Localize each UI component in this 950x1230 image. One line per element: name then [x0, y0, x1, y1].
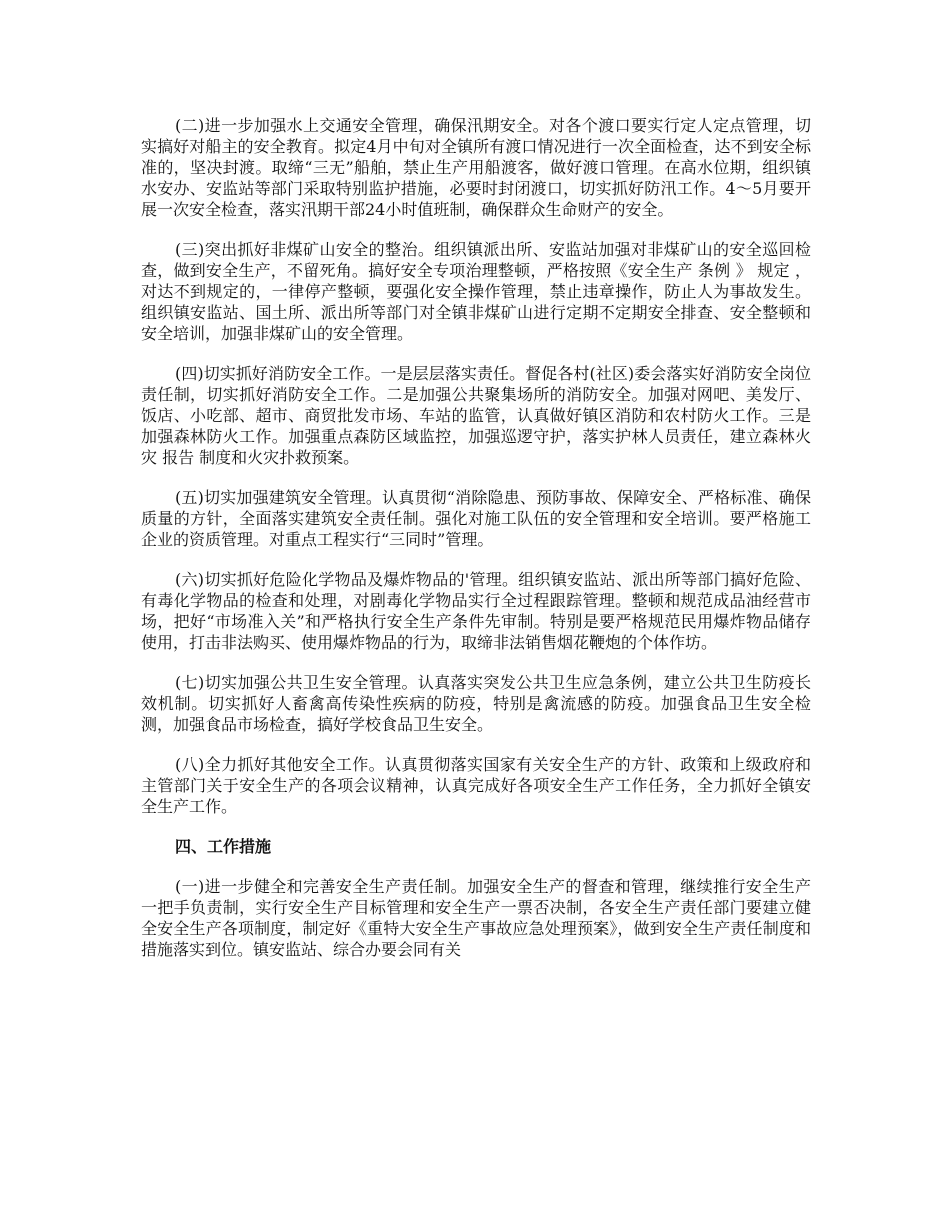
paragraph-mine-safety: (三)突出抓好非煤矿山安全的整治。组织镇派出所、安监站加强对非煤矿山的安全巡回检查，做到安全生产，不留死角。搞好安全专项治理整顿，严格按照《安全生产 条例 》 规定 ，对达不到规定的，一律停产整顿，要强化安全操作管理，禁止违章操作，防止人为事故发生。组织镇安监站、国土所、派出所等部门对全镇非煤矿山进行定期不定期安全排查、安全整顿和安全培训，加强非煤矿山的安全管理。: [141, 240, 811, 343]
paragraph-other-safety: (八)全力抓好其他安全工作。认真贯彻落实国家有关安全生产的方针、政策和上级政府和主管部门关于安全生产的各项会议精神，认真完成好各项安全生产工作任务，全力抓好全镇安全生产工作。: [141, 755, 811, 816]
paragraph-responsibility-system: (一)进一步健全和完善安全生产责任制。加强安全生产的督查和管理，继续推行安全生产一把手负责制，实行安全生产目标管理和安全生产一票否决制，各安全生产责任部门要建立健全安全生产各项制度，制定好《重特大安全生产事故应急处理预案》，做到安全生产责任制度和措施落实到位。镇安监站、综合办要会同有关: [141, 877, 811, 959]
paragraph-water-traffic: (二)进一步加强水上交通安全管理，确保汛期安全。对各个渡口要实行定人定点管理，切实搞好对船主的安全教育。拟定4月中旬对全镇所有渡口情况进行一次全面检查，达不到安全标准的，坚决封渡。取缔“三无”船舶，禁止生产用船渡客，做好渡口管理。在高水位期，组织镇水安办、安监站等部门采取特别监护措施，必要时封闭渡口，切实抓好防汛工作。4～5月要开展一次安全检查，落实汛期干部24小时值班制，确保群众生命财产的安全。: [141, 116, 811, 219]
paragraph-public-health: (七)切实加强公共卫生安全管理。认真落实突发公共卫生应急条例，建立公共卫生防疫长效机制。切实抓好人畜禽高传染性疾病的防疫，特别是禽流感的防疫。加强食品卫生安全检测，加强食品市场检查，搞好学校食品卫生安全。: [141, 673, 811, 734]
section-heading: 四、工作措施: [175, 837, 272, 856]
paragraph-construction-safety: (五)切实加强建筑安全管理。认真贯彻“消除隐患、预防事故、保障安全、严格标准、确保质量的方针，全面落实建筑安全责任制。强化对施工队伍的安全管理和安全培训。要严格施工企业的资质管理。对重点工程实行“三同时”管理。: [141, 488, 811, 549]
paragraph-fire-safety: (四)切实抓好消防安全工作。一是层层落实责任。督促各村(社区)委会落实好消防安全岗位责任制，切实抓好消防安全工作。二是加强公共聚集场所的消防安全。加强对网吧、美发厅、饭店、小吃部、超市、商贸批发市场、车站的监管，认真做好镇区消防和农村防火工作。三是加强森林防火工作。加强重点森防区域监控，加强巡逻守护，落实护林人员责任，建立森林火灾 报告 制度和火灾扑救预案。: [141, 364, 811, 467]
paragraph-chemicals-safety: (六)切实抓好危险化学物品及爆炸物品的'管理。组织镇安监站、派出所等部门搞好危险、有毒化学物品的检查和处理，对剧毒化学物品实行全过程跟踪管理。整顿和规范成品油经营市场，把好“市场准入关”和严格执行安全生产条件先审制。特别是要严格规范民用爆炸物品储存使用，打击非法购买、使用爆炸物品的行为，取缔非法销售烟花鞭炮的个体作坊。: [141, 570, 811, 652]
document-body: [141, 115, 811, 979]
